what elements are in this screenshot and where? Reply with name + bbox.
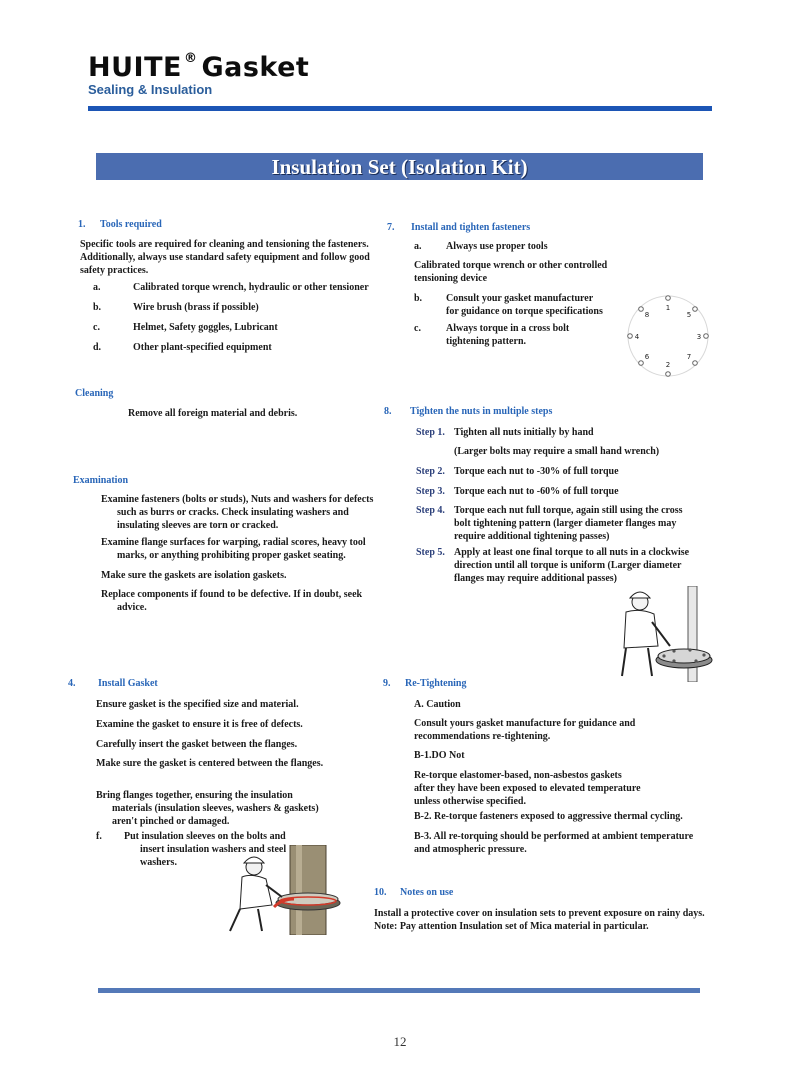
brand-product: Gasket <box>201 52 310 83</box>
fasteners-item-b-text: Consult your gasket manufacturer for guidance on torque specifications <box>446 293 603 317</box>
tighten-step-1-note: (Larger bolts may require a small hand wrench) <box>454 446 660 457</box>
tighten-step-4-text: Torque each nut full torque, again still using the cross bolt tightening pattern (larger diameter flanges may require additional tightening passes) <box>454 505 683 542</box>
fasteners-item-b-letter: b. <box>414 293 423 304</box>
examination-item: Replace components if found to be defective. If in doubt, seek advice. <box>101 589 363 613</box>
worker-pipe-illustration <box>222 845 348 935</box>
examination-item: Make sure the gaskets are isolation gaskets. <box>101 570 287 581</box>
tools-intro: Specific tools are required for cleaning and tensioning the fasteners. Additionally, always use standard safety equipment and follow good safety practices. <box>80 239 370 276</box>
fasteners-item-c-letter: c. <box>414 323 421 334</box>
registered-mark: ® <box>183 51 198 66</box>
brand-title <box>88 52 309 83</box>
tighten-step-3: Step 3. Torque each nut to -60% of full torque <box>416 486 619 497</box>
section-title: Install and tighten fasteners <box>411 222 531 233</box>
tighten-step-5-text: Apply at least one final torque to all nuts in a clockwise direction until all torque is uniform (Larger diameter flanges may require additional passes) <box>454 547 690 584</box>
install-gasket-item-f-letter: f. <box>96 831 102 842</box>
bolt-label: 4 <box>634 333 640 341</box>
brand-block <box>88 52 309 97</box>
bolt-label: 6 <box>644 353 650 361</box>
tools-item-c: c. Helmet, Safety goggles, Lubricant <box>93 322 278 333</box>
section-title: Tools required <box>100 219 162 230</box>
section-install-gasket-heading <box>68 678 158 689</box>
cleaning-text: Remove all foreign material and debris. <box>128 408 298 419</box>
section-title: Notes on use <box>400 887 454 898</box>
section-number: 10. <box>374 887 387 898</box>
section-title: Tighten the nuts in multiple steps <box>410 406 553 417</box>
bolt-label: 2 <box>665 361 671 369</box>
fasteners-item-c-text: Always torque in a cross bolt tightening pattern. <box>446 323 570 347</box>
examination-item: Examine fasteners (bolts or studs), Nuts and washers for defects such as burrs or cracks. Check insulating washers and insulating sleeves are torn or cracked. <box>101 494 374 531</box>
section-tools-heading <box>78 219 162 230</box>
tools-item-a: a. Calibrated torque wrench, hydraulic or other tensioner <box>93 282 369 293</box>
install-gasket-item: Make sure the gasket is centered between the flanges. <box>96 758 324 769</box>
tighten-step-2: Step 2. Torque each nut to -30% of full torque <box>416 466 619 477</box>
section-notes-heading <box>374 887 453 898</box>
fasteners-item-a-title: a. Always use proper tools <box>414 241 548 252</box>
retightening-do-not-title: B-1.DO Not <box>414 750 465 761</box>
worker-flange-illustration <box>612 586 714 682</box>
fasteners-item-a-text: Calibrated torque wrench or other controlled tensioning device <box>414 260 608 284</box>
tools-item-d: d. Other plant-specified equipment <box>93 342 272 353</box>
section-fasteners-heading <box>387 222 530 233</box>
section-number: 1. <box>78 219 86 230</box>
section-title: Re-Tightening <box>405 678 467 689</box>
section-number: 8. <box>384 406 392 417</box>
install-gasket-item: Carefully insert the gasket between the flanges. <box>96 739 298 750</box>
section-number: 9. <box>383 678 391 689</box>
page-number: 12 <box>393 1034 407 1049</box>
header-divider <box>88 106 712 111</box>
footer-divider <box>98 988 700 993</box>
bolt-label: 7 <box>686 353 692 361</box>
section-retightening-heading <box>383 678 467 689</box>
section-cleaning-heading: Cleaning <box>75 388 114 399</box>
bolt-pattern-diagram <box>622 292 714 380</box>
retightening-b2: B-2. Re-torque fasteners exposed to aggressive thermal cycling. <box>414 811 683 822</box>
install-gasket-item: Examine the gasket to ensure it is free of defects. <box>96 719 303 730</box>
install-gasket-item: Bring flanges together, ensuring the insulation materials (insulation sleeves, washers & gaskets) aren't pinched or damaged. <box>96 790 319 827</box>
bolt-label: 1 <box>665 304 671 312</box>
tighten-step-4-label: Step 4. <box>416 505 445 516</box>
page-title-banner: Insulation Set (Isolation Kit) <box>96 153 703 180</box>
tighten-step-5-label: Step 5. <box>416 547 445 558</box>
install-gasket-item-f: Put insulation sleeves on the bolts and insert insulation washers and steel washers. <box>124 831 287 868</box>
brand-name: HUITE <box>88 52 182 83</box>
retightening-caution-title: A. Caution <box>414 699 461 710</box>
notes-line-1: Install a protective cover on insulation sets to prevent exposure on rainy days. <box>374 908 705 919</box>
section-number: 4. <box>68 678 76 689</box>
install-gasket-item: Ensure gasket is the specified size and material. <box>96 699 299 710</box>
section-tighten-heading <box>384 406 552 417</box>
section-title: Install Gasket <box>98 678 158 689</box>
retightening-do-not-text: Re-torque elastomer-based, non-asbestos gaskets after they have been exposed to elevated temperature unless otherwise specified. <box>414 770 641 807</box>
bolt-label: 8 <box>644 311 650 319</box>
section-examination-heading: Examination <box>73 475 129 486</box>
bolt-label: 3 <box>696 333 702 341</box>
notes-line-2: Note: Pay attention Insulation set of Mica material in particular. <box>374 921 649 932</box>
examination-item: Examine flange surfaces for warping, radial scores, heavy tool marks, or anything prohibiting proper gasket seating. <box>101 537 366 561</box>
retightening-caution-text: Consult yours gasket manufacture for guidance and recommendations re-tightening. <box>414 718 636 742</box>
brand-tagline: Sealing & Insulation <box>88 82 213 97</box>
tighten-step-1: Step 1. Tighten all nuts initially by hand <box>416 427 594 438</box>
tools-item-b: b. Wire brush (brass if possible) <box>93 302 259 313</box>
section-number: 7. <box>387 222 395 233</box>
retightening-b3: B-3. All re-torquing should be performed at ambient temperature and atmospheric pressure. <box>414 831 694 855</box>
bolt-label: 5 <box>686 311 692 319</box>
